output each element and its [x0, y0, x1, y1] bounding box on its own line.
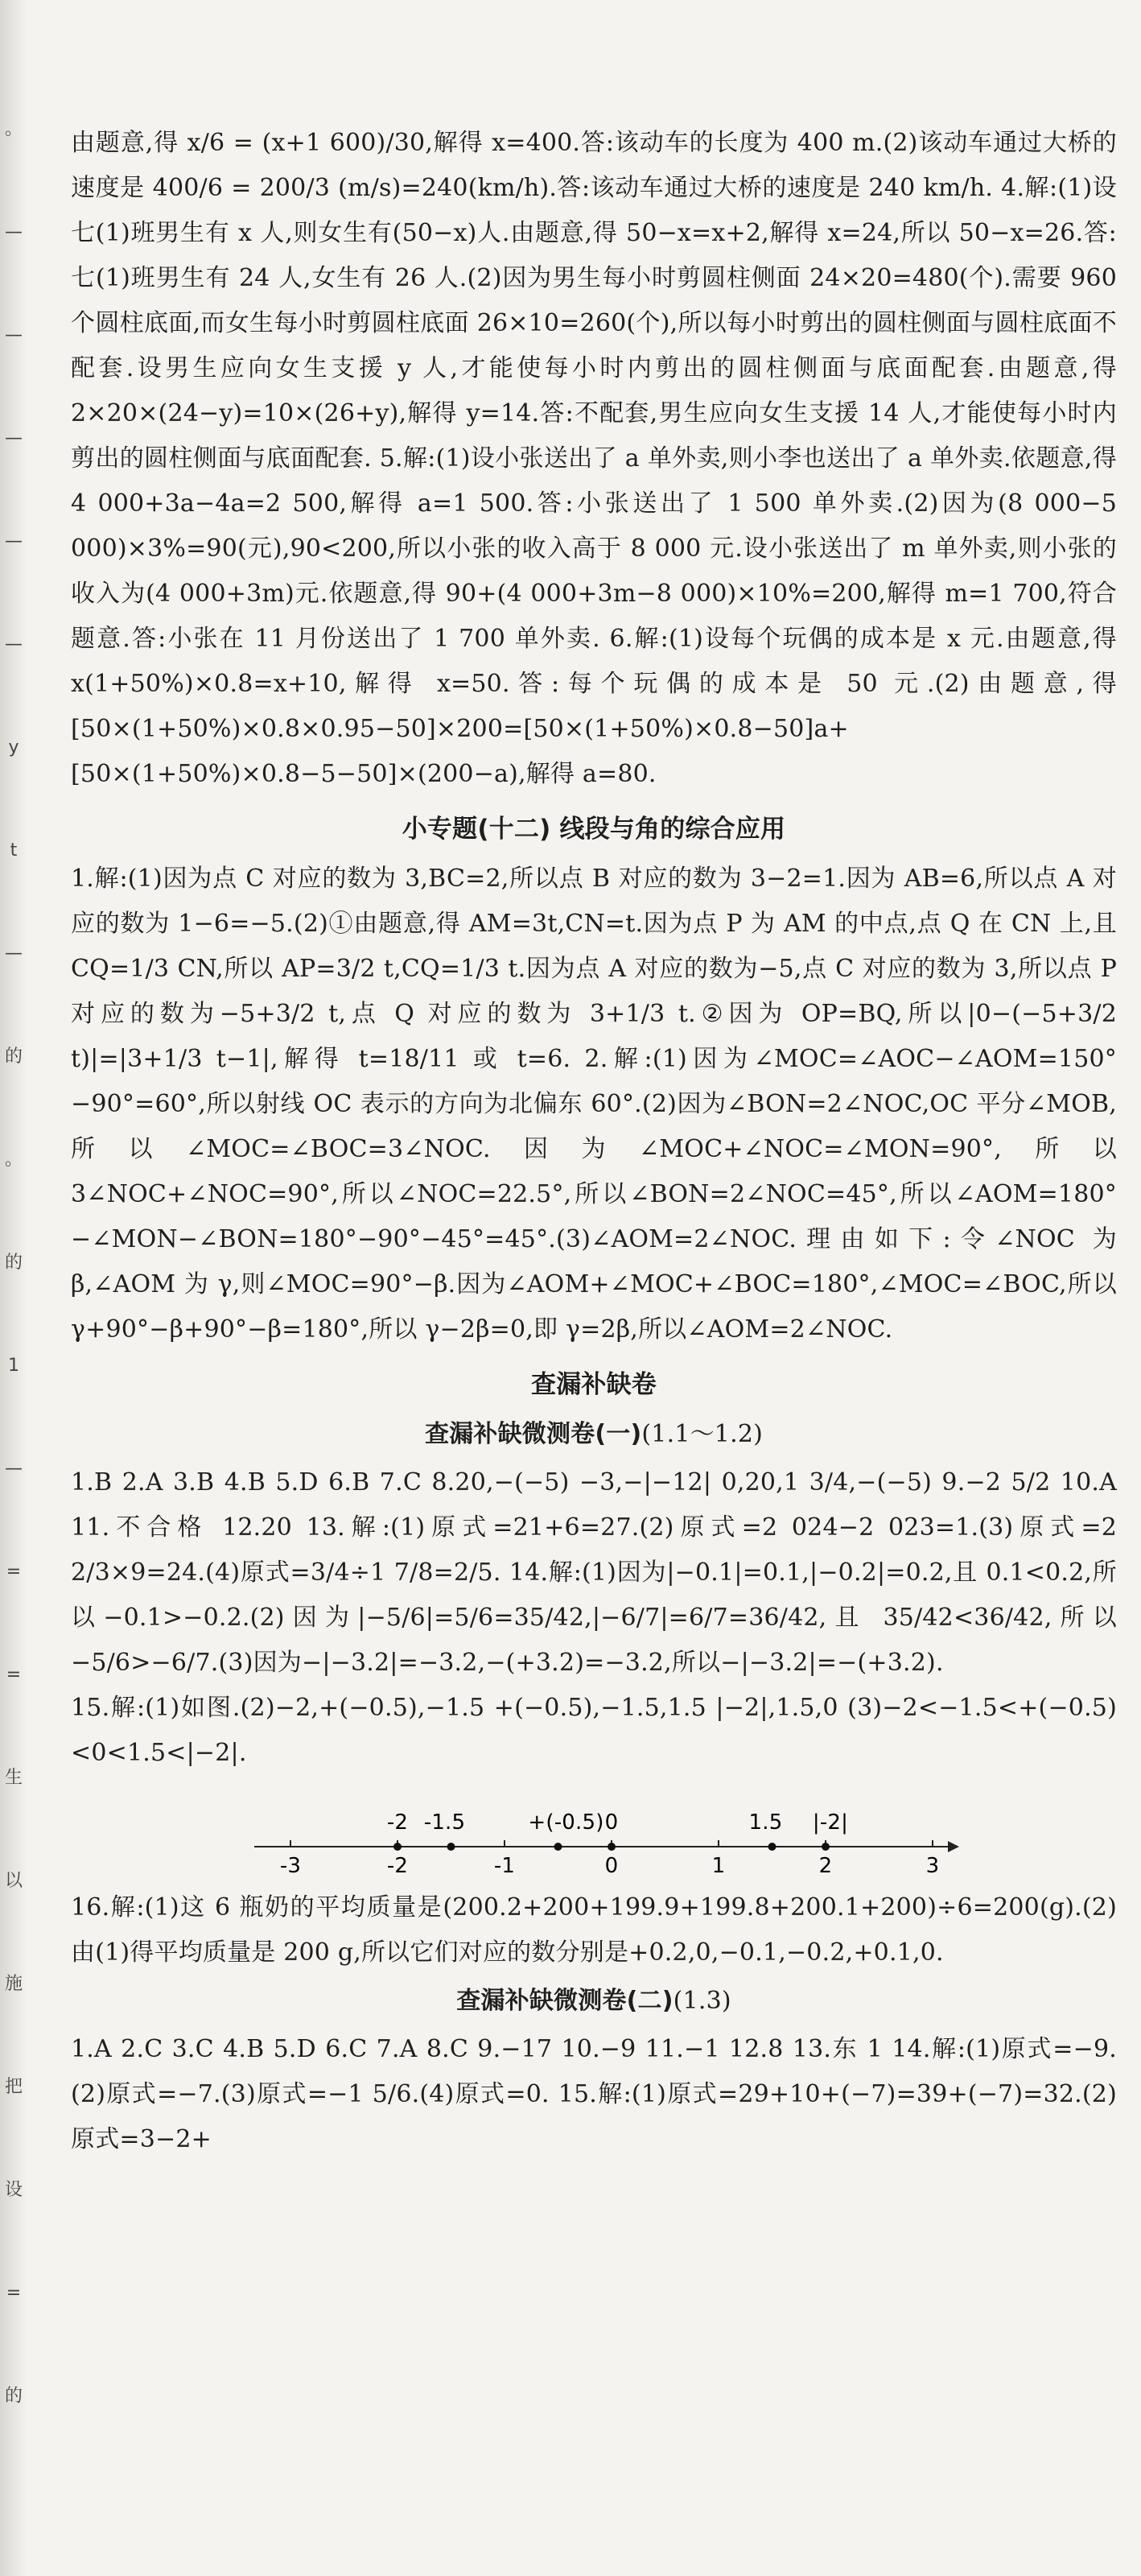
margin-mark: 生 — [5, 1768, 23, 1788]
number-line-point — [608, 1843, 616, 1851]
number-line-tick-label: -1 — [493, 1854, 516, 1878]
quiz-heading-title: 查漏补缺微测卷(一) — [424, 1420, 642, 1448]
margin-mark: 的 — [5, 1046, 23, 1067]
margin-mark: — — [5, 943, 23, 964]
quiz-heading-title: 查漏补缺微测卷(二) — [456, 1987, 673, 2015]
number-line-tick-label: 2 — [818, 1854, 833, 1878]
quiz-heading-range: (1.3) — [673, 1987, 731, 2015]
section-heading: 小专题(十二) 线段与角的综合应用 — [402, 815, 786, 844]
quiz-heading — [71, 1979, 1117, 2024]
answer-paragraph: 16.解:(1)这 6 瓶奶的平均质量是(200.2+200+199.9+199.8+200.1+200)÷6=200(g).(2)由(1)得平均质量是 200 g,所以它们对应的数分别是+0.2,0,−0.1,−0.2,+0.1,0. — [71, 1893, 1117, 1967]
number-line-point-label: 1.5 — [748, 1810, 783, 1835]
margin-mark: = — [6, 1562, 22, 1582]
margin-mark: 。 — [5, 119, 23, 139]
number-line-point-label: -1.5 — [423, 1810, 466, 1835]
margin-mark: 把 — [5, 2077, 23, 2097]
number-line-tick-label: 3 — [925, 1854, 940, 1878]
margin-mark: 设 — [5, 2180, 23, 2200]
margin-mark: — — [5, 634, 23, 654]
margin-mark: 。 — [5, 1150, 23, 1170]
number-line-arrow-icon — [948, 1841, 959, 1852]
number-line-point — [554, 1843, 562, 1851]
left-margin-bleed-text — [0, 0, 32, 2576]
section-heading: 查漏补缺卷 — [531, 1370, 657, 1399]
number-line-point-label: +(-0.5) — [528, 1810, 604, 1835]
number-line-point — [822, 1843, 830, 1851]
margin-mark: 的 — [5, 1253, 23, 1273]
answer-paragraph: 1.A 2.C 3.C 4.B 5.D 6.C 7.A 8.C 9.−17 10.−9 11.−1 12.8 13.东 1 14.解:(1)原式=−9.(2)原式=−7.(3)原式=−1 5/6.(4)原式=0. 15.解:(1)原式=29+10+(−7)=39+(−7)=32.(2)原式=3−2+ — [71, 2035, 1117, 2153]
number-line-point — [393, 1843, 402, 1851]
number-line-point-label: -2 — [386, 1810, 409, 1835]
answer-key-content — [71, 121, 1117, 2162]
number-line-point — [768, 1843, 776, 1851]
number-line-point — [447, 1843, 455, 1851]
margin-mark: — — [5, 325, 23, 345]
margin-mark: 1 — [8, 1356, 19, 1376]
number-line — [71, 1779, 1117, 1884]
answer-paragraph: 由题意,得 x/6 = (x+1 600)/30,解得 x=400.答:该动车的长度为 400 m.(2)该动车通过大桥的速度是 400/6 = 200/3 (m/s)=240(km/h).答:该动车通过大桥的速度是 240 km/h. 4.解:(1)设七(1)班男生有 x 人,则女生有(50−x)人.由题意,得 50−x=x+2,解得 x=24,所以 50−x=26.答:七(1)班男生有 24 人,女生有 26 人.(2)因为男生每小时剪圆柱侧面 24×20=480(个).需要 960 个圆柱底面,而女生每小时剪圆柱底面 26×10=260(个),所以每小时剪出的圆柱侧面与圆柱底面不配套.设男生应向女生支援 y 人,才能使每小时内剪出的圆柱侧面与底面配套.由题意,得 2×20×(24−y)=10×(26+y),解得 y=14.答:不配套,男生应向女生支援 14 人,才能使每小时内剪出的圆柱侧面与底面配套. 5.解:(1)设小张送出了 a 单外卖,则小李也送出了 a 单外卖.依题意,得 4 000+3a−4a=2 500,解得 a=1 500.答:小张送出了 1 500 单外卖.(2)因为(8 000−5 000)×3%=90(元),90<200,所以小张的收入高于 8 000 元.设小张送出了 m 单外卖,则小张的收入为(4 000+3m)元.依题意,得 90+(4 000+3m−8 000)×10%=200,解得 m=1 700,符合题意.答:小张在 11 月份送出了 1 700 单外卖. 6.解:(1)设每个玩偶的成本是 x 元.由题意,得 x(1+50%)×0.8=x+10,解得 x=50.答:每个玩偶的成本是 50 元.(2)由题意,得[50×(1+50%)×0.8×0.95−50]×200=[50×(1+50%)×0.8−50]a+[50×(1+50%)×0.8−5−50]×(200−a),解得 a=80. — [71, 129, 1117, 788]
margin-mark: y — [8, 737, 19, 758]
number-line-point-label: 0 — [604, 1810, 619, 1835]
number-line-tick-label: 1 — [711, 1854, 726, 1878]
number-line-figure — [71, 1779, 1117, 1884]
answer-paragraph: 1.B 2.A 3.B 4.B 5.D 6.B 7.C 8.20,−(−5) −3,−|−12| 0,20,1 3/4,−(−5) 9.−2 5/2 10.A 11.不合格 12.20 13.解:(1)原式=21+6=27.(2)原式=2 024−2 023=1.(3)原式=2 2/3×9=24.(4)原式=3/4÷1 7/8=2/5. 14.解:(1)因为|−0.1|=0.1,|−0.2|=0.2,且 0.1<0.2,所以−0.1>−0.2.(2)因为|−5/6|=5/6=35/42,|−6/7|=6/7=36/42,且 35/42<36/42,所以−5/6>−6/7.(3)因为−|−3.2|=−3.2,−(+3.2)=−3.2,所以−|−3.2|=−(+3.2). — [71, 1468, 1117, 1677]
margin-mark: = — [6, 2283, 22, 2303]
number-line-tick-label: -2 — [386, 1854, 409, 1878]
number-line-tick-label: 0 — [604, 1854, 619, 1878]
quiz-heading-range: (1.1～1.2) — [641, 1420, 764, 1448]
answer-paragraph: 15.解:(1)如图.(2)−2,+(−0.5),−1.5 +(−0.5),−1.5,1.5 |−2|,1.5,0 (3)−2<−1.5<+(−0.5)<0<1.5<|−2|. — [71, 1694, 1117, 1767]
margin-mark: 的 — [5, 2386, 23, 2406]
margin-mark: — — [5, 531, 23, 551]
number-line-tick-label: -3 — [279, 1854, 302, 1878]
margin-mark: = — [6, 1665, 22, 1685]
margin-mark: t — [10, 840, 18, 861]
margin-mark: 以 — [5, 1871, 23, 1891]
margin-mark: — — [5, 428, 23, 448]
answer-paragraph: 1.解:(1)因为点 C 对应的数为 3,BC=2,所以点 B 对应的数为 3−2=1.因为 AB=6,所以点 A 对应的数为 1−6=−5.(2)①由题意,得 AM=3t,CN=t.因为点 P 为 AM 的中点,点 Q 在 CN 上,且 CQ=1/3 CN,所以 AP=3/2 t,CQ=1/3 t.因为点 A 对应的数为−5,点 C 对应的数为 3,所以点 P 对应的数为−5+3/2 t,点 Q 对应的数为 3+1/3 t.②因为 OP=BQ,所以|0−(−5+3/2 t)|=|3+1/3 t−1|,解得 t=18/11 或 t=6. 2.解:(1)因为∠MOC=∠AOC−∠AOM=150°−90°=60°,所以射线 OC 表示的方向为北偏东 60°.(2)因为∠BON=2∠NOC,OC 平分∠MOB,所以∠MOC=∠BOC=3∠NOC.因为∠MOC+∠NOC=∠MON=90°,所以 3∠NOC+∠NOC=90°,所以∠NOC=22.5°,所以∠BON=2∠NOC=45°,所以∠AOM=180°−∠MON−∠BON=180°−90°−45°=45°.(3)∠AOM=2∠NOC.理由如下:令∠NOC 为 β,∠AOM 为 γ,则∠MOC=90°−β.因为∠AOM+∠MOC+∠BOC=180°,∠MOC=∠BOC,所以 γ+90°−β+90°−β=180°,所以 γ−2β=0,即 γ=2β,所以∠AOM=2∠NOC. — [71, 865, 1117, 1344]
margin-mark: — — [5, 222, 23, 242]
margin-mark: — — [5, 1459, 23, 1479]
margin-mark: 施 — [5, 1974, 23, 1994]
quiz-heading — [71, 1412, 1117, 1457]
number-line-point-label: |-2| — [812, 1810, 849, 1835]
